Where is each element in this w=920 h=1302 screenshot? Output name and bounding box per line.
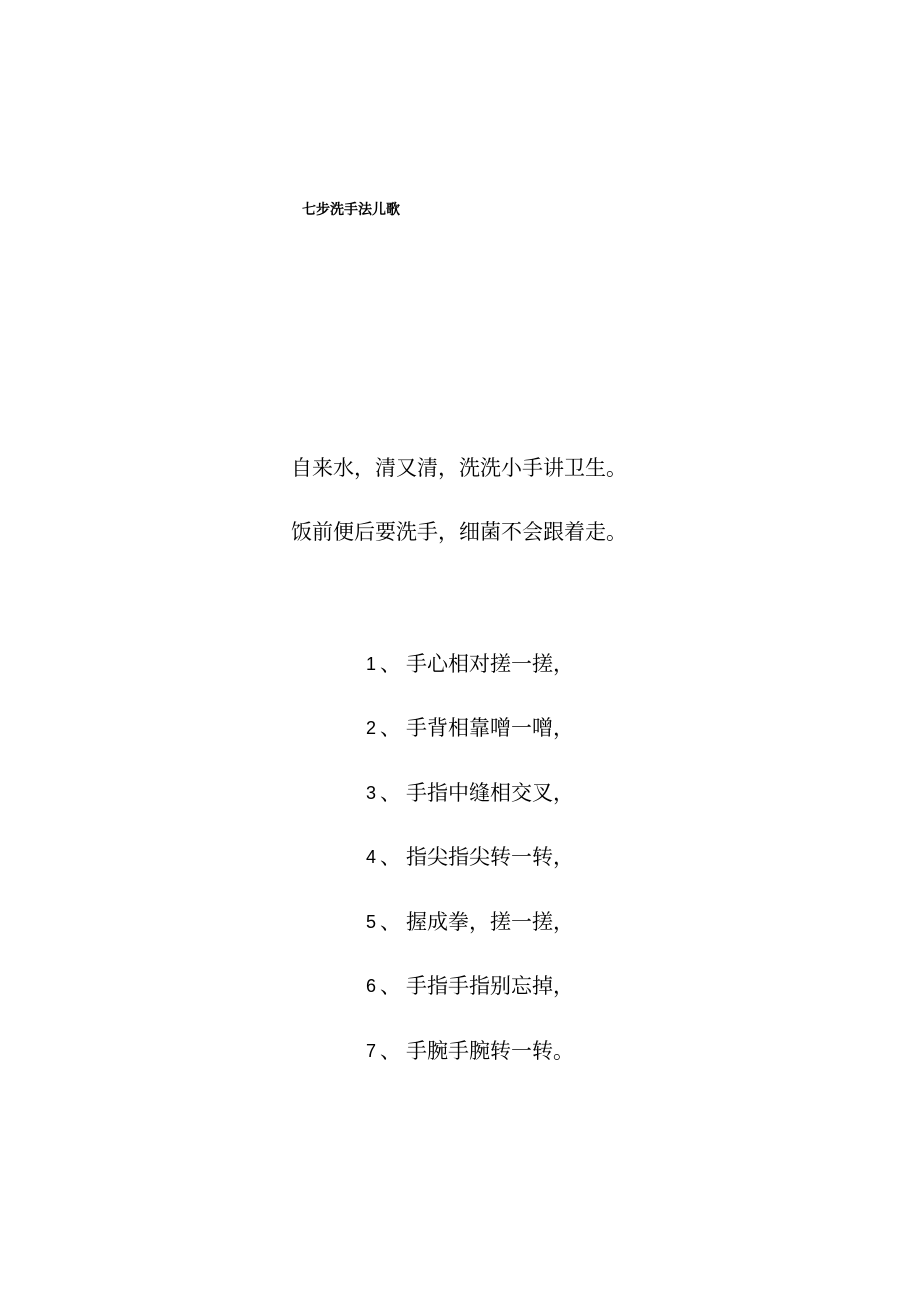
step-separator: 、 — [380, 652, 401, 676]
step-number: 2 — [366, 718, 377, 738]
step-number: 5 — [366, 912, 377, 932]
step-number: 3 — [366, 783, 377, 803]
step-text: 手指中缝相交叉， — [406, 781, 574, 805]
step-text: 手腕手腕转一转。 — [406, 1039, 574, 1063]
step-separator: 、 — [380, 781, 401, 805]
step-text: 手心相对搓一搓， — [406, 652, 574, 676]
step-separator: 、 — [380, 910, 401, 934]
step-text: 指尖指尖转一转， — [406, 845, 574, 869]
step-separator: 、 — [380, 974, 401, 998]
step-text: 握成拳，搓一搓， — [406, 910, 574, 934]
step-number: 6 — [366, 976, 377, 996]
step-number: 1 — [366, 654, 377, 674]
step-separator: 、 — [380, 716, 401, 740]
step-number: 4 — [366, 847, 377, 867]
step-number: 7 — [366, 1041, 377, 1061]
step-text: 手指手指别忘掉， — [406, 974, 574, 998]
step-separator: 、 — [380, 845, 401, 869]
intro-line-2: 饭前便后要洗手，细菌不会跟着走。 — [291, 520, 627, 544]
document-title: 七步洗手法儿歌 — [302, 202, 400, 218]
intro-line-1: 自来水，清又清，洗洗小手讲卫生。 — [291, 456, 627, 480]
step-text: 手背相靠噌一噌， — [406, 716, 574, 740]
step-separator: 、 — [380, 1039, 401, 1063]
